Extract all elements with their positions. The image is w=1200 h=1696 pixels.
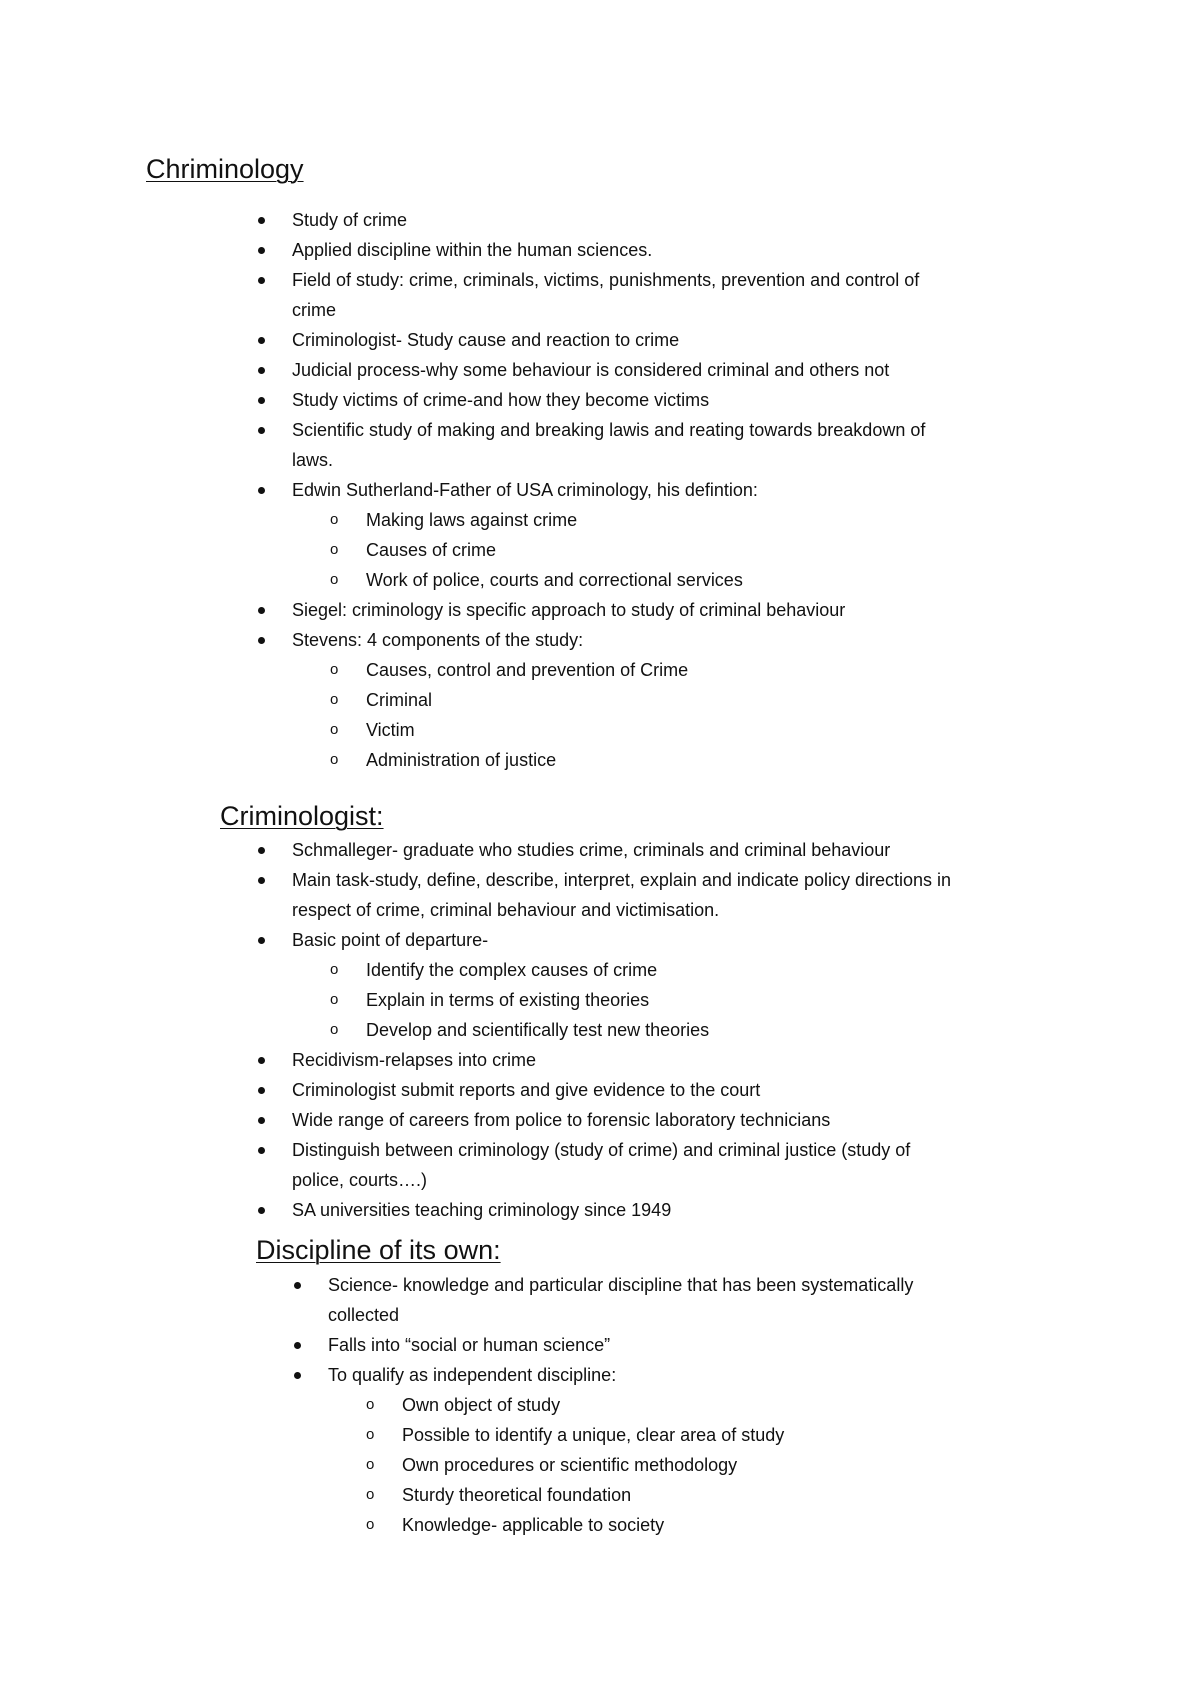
sub-bullet-icon: o — [330, 1021, 339, 1038]
bullet-icon — [258, 847, 265, 854]
sub-list-item-text: Sturdy theoretical foundation — [402, 1485, 632, 1505]
bullet-icon — [258, 487, 265, 494]
sub-bullet-icon: o — [366, 1456, 375, 1473]
list-item-text: Judicial process-why some behaviour is considered criminal and others not — [292, 360, 890, 380]
list-item-text: respect of crime, criminal behaviour and victimisation. — [292, 900, 720, 920]
list-item-text: Field of study: crime, criminals, victims, punishments, prevention and control of — [292, 270, 920, 290]
section-heading: Criminologist: — [220, 801, 384, 831]
sub-list-item-text: Criminal — [366, 690, 433, 710]
sub-list-item-text: Develop and scientifically test new theories — [366, 1020, 710, 1040]
sub-list-item-text: Own object of study — [402, 1395, 561, 1415]
list-item-text: Stevens: 4 components of the study: — [292, 630, 584, 650]
bullet-icon — [258, 1117, 265, 1124]
list-item-text: Study of crime — [292, 210, 408, 230]
list-item-text: Applied discipline within the human sciences. — [292, 240, 653, 260]
sub-bullet-icon: o — [366, 1396, 375, 1413]
section-heading: Chriminology — [146, 154, 304, 184]
bullet-icon — [258, 337, 265, 344]
list-item-text: Wide range of careers from police to forensic laboratory technicians — [292, 1110, 831, 1130]
list-item-text: Schmalleger- graduate who studies crime, criminals and criminal behaviour — [292, 840, 891, 860]
list-item-text: Main task-study, define, describe, interpret, explain and indicate policy directions in — [292, 870, 952, 890]
sub-bullet-icon: o — [330, 661, 339, 678]
sub-bullet-icon: o — [330, 691, 339, 708]
bullet-icon — [258, 937, 265, 944]
bullet-icon — [258, 637, 265, 644]
sub-bullet-icon: o — [366, 1426, 375, 1443]
list-item-text: Study victims of crime-and how they become victims — [292, 390, 710, 410]
bullet-icon — [258, 1147, 265, 1154]
sub-bullet-icon: o — [330, 541, 339, 558]
sub-list-item-text: Administration of justice — [366, 750, 557, 770]
list-item-text: police, courts….) — [292, 1170, 428, 1190]
bullet-icon — [258, 247, 265, 254]
bullet-icon — [294, 1342, 301, 1349]
bullet-icon — [258, 1087, 265, 1094]
sub-bullet-icon: o — [330, 571, 339, 588]
bullet-icon — [258, 1057, 265, 1064]
sub-list-item-text: Knowledge- applicable to society — [402, 1515, 665, 1535]
list-item-text: Recidivism-relapses into crime — [292, 1050, 537, 1070]
sub-list-item-text: Work of police, courts and correctional services — [366, 570, 743, 590]
list-item-text: Scientific study of making and breaking lawis and reating towards breakdown of — [292, 420, 926, 440]
sub-list-item-text: Making laws against crime — [366, 510, 578, 530]
bullet-icon — [258, 397, 265, 404]
sub-bullet-icon: o — [330, 721, 339, 738]
list-item-text: Criminologist submit reports and give evidence to the court — [292, 1080, 761, 1100]
sub-bullet-icon: o — [366, 1516, 375, 1533]
sub-list-item-text: Identify the complex causes of crime — [366, 960, 658, 980]
sub-bullet-icon: o — [366, 1486, 375, 1503]
sub-bullet-icon: o — [330, 511, 339, 528]
sub-list-item-text: Causes, control and prevention of Crime — [366, 660, 689, 680]
bullet-icon — [258, 217, 265, 224]
list-item-text: Siegel: criminology is specific approach to study of criminal behaviour — [292, 600, 846, 620]
list-item-text: laws. — [292, 450, 334, 470]
bullet-icon — [258, 427, 265, 434]
bullet-icon — [258, 277, 265, 284]
list-item-text: Science- knowledge and particular discipline that has been systematically — [328, 1275, 914, 1295]
list-item-text: Distinguish between criminology (study of crime) and criminal justice (study of — [292, 1140, 911, 1160]
bullet-icon — [294, 1282, 301, 1289]
list-item-text: SA universities teaching criminology since 1949 — [292, 1200, 672, 1220]
sub-list-item-text: Possible to identify a unique, clear area of study — [402, 1425, 785, 1445]
bullet-icon — [294, 1372, 301, 1379]
sub-bullet-icon: o — [330, 961, 339, 978]
list-item-text: crime — [292, 300, 336, 320]
list-item-text: Criminologist- Study cause and reaction to crime — [292, 330, 680, 350]
bullet-icon — [258, 367, 265, 374]
sub-list-item-text: Own procedures or scientific methodology — [402, 1455, 738, 1475]
list-item-text: Edwin Sutherland-Father of USA criminology, his defintion: — [292, 480, 758, 500]
sub-bullet-icon: o — [330, 751, 339, 768]
list-item-text: collected — [328, 1305, 400, 1325]
list-item-text: Basic point of departure- — [292, 930, 489, 950]
list-item-text: Falls into “social or human science” — [328, 1335, 611, 1355]
bullet-icon — [258, 607, 265, 614]
sub-bullet-icon: o — [330, 991, 339, 1008]
bullet-icon — [258, 1207, 265, 1214]
bullet-icon — [258, 877, 265, 884]
sub-list-item-text: Explain in terms of existing theories — [366, 990, 650, 1010]
section-heading: Discipline of its own: — [256, 1235, 501, 1265]
sub-list-item-text: Causes of crime — [366, 540, 497, 560]
list-item-text: To qualify as independent discipline: — [328, 1365, 617, 1385]
sub-list-item-text: Victim — [366, 720, 415, 740]
